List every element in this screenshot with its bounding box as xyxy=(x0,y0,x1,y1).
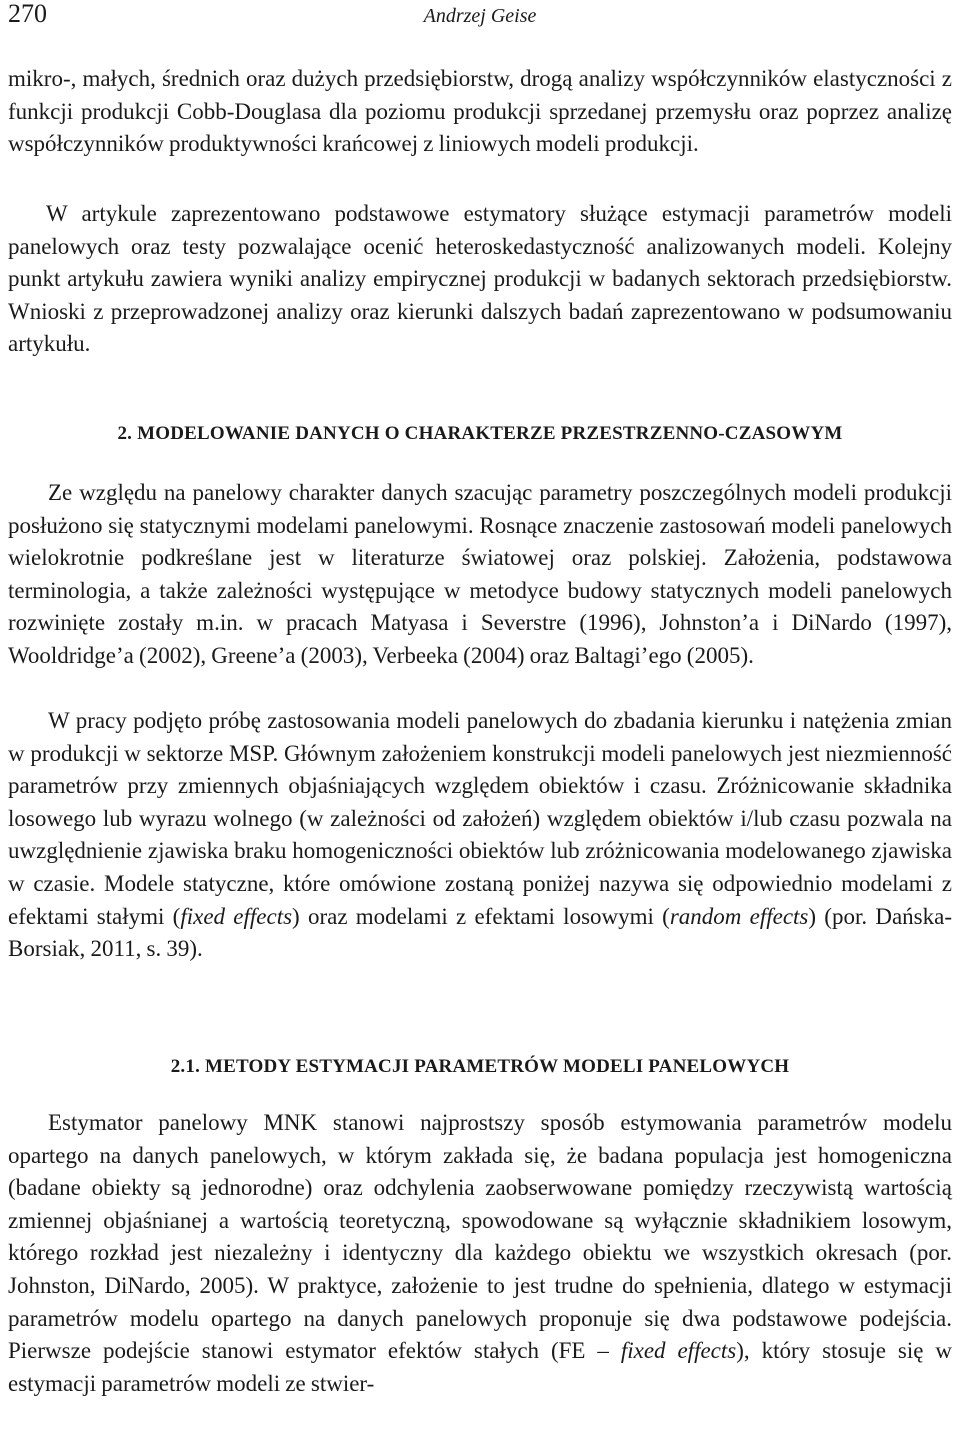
text-run: W pracy podjęto próbę zastosowania modeli panelowych do zbadania kierunku i natężenia zmian w produkcji w sektorze MSP. Głównym założeniem konstrukcji modeli panelowych jest niezmienność parametrów przy zmiennych objaśniających względem obiektów i czasu. Zróżnicowanie składnika losowego lub wyrazu wolnego (w zależności od założeń) względem obiektów i/lub czasu pozwala na uwzględnienie zjawiska braku homogeniczności obiektów lub zróżnicowania modelowanego zjawiska w czasie. Modele statyczne, które omówione zostaną poniżej nazywa się odpowiednio modelami z efektami stałymi ( xyxy=(8,708,952,929)
italic-term-random-effects: random effects xyxy=(669,903,809,929)
text-run: ) (por. Dańska-Borsiak, 2011, s. 39). xyxy=(8,903,952,962)
section-2-1-paragraph-1 xyxy=(8,1107,952,1400)
page-number: 270 xyxy=(8,0,47,28)
italic-term-fixed-effects: fixed effects xyxy=(180,903,293,929)
text-run: ) oraz modelami z efektami losowymi ( xyxy=(292,903,670,929)
intro-paragraph-1: mikro-, małych, średnich oraz dużych przedsiębiorstw, drogą analizy współczynników elastyczności z funkcji produkcji Cobb-Douglasa dla poziomu produkcji sprzedanej przemysłu oraz poprzez analizę współczynników produktywności krańcowej z liniowych modeli produkcji. xyxy=(8,66,952,157)
page-header xyxy=(8,0,952,28)
section-heading-2-1: 2.1. METODY ESTYMACJI PARAMETRÓW MODELI PANELOWYCH xyxy=(170,1056,790,1077)
text-run: ), który stosuje się w estymacji parametrów modeli ze stwier- xyxy=(8,1338,952,1396)
text-run: Estymator panelowy MNK stanowi najprostszy sposób estymowania parametrów modelu opartego na danych panelowych, w którym zakłada się, że badana populacja jest homogeniczna (badane obiekty są jednorodne) oraz odchylenia zaobserwowane pomiędzy rzeczywistą wartością zmiennej objaśnianej a wartością teoretyczną, spowodowane są wyłącznie składnikiem losowym, którego rozkład jest niezależny i identyczny dla każdego obiektu we wszystkich okresach (por. Johnston, DiNardo, 2005). W praktyce, założenie to jest trudne do spełnienia, dlatego w estymacji parametrów modelu opartego na danych panelowych proponuje się dwa podstawowe podejścia. Pierwsze podejście stanowi estymator efektów stałych (FE – xyxy=(8,1110,952,1364)
running-head-author: Andrzej Geise xyxy=(423,5,537,27)
intro-paragraph-2: W artykule zaprezentowano podstawowe estymatory służące estymacji parametrów modeli panelowych oraz testy pozwalające ocenić heteroskedastyczność analizowanych modeli. Kolejny punkt artykułu zawiera wyniki analizy empirycznej produkcji w badanych sektorach przedsiębiorstw. Wnioski z przeprowadzonej analizy oraz kierunki dalszych badań zaprezentowano w podsumowaniu artykułu. xyxy=(8,201,952,357)
section-2-paragraph-1: Ze względu na panelowy charakter danych szacując parametry poszczególnych modeli produkcji posłużono się statycznymi modelami panelowymi. Rosnące znaczenie zastosowań modeli panelowych wielokrotnie podkreślane jest w literaturze światowej oraz polskiej. Założenia, podstawowa terminologia, a także zależności występujące w metodyce budowy statycznych modeli panelowych rozwinięte zostały m.in. w pracach Matyasa i Severstre (1996), Johnston’a i DiNardo (1997), Wooldridge’a (2002), Greene’a (2003), Verbeeka (2004) oraz Baltagi’ego (2005). xyxy=(8,480,952,668)
italic-term-fixed-effects: fixed effects xyxy=(620,1338,737,1364)
section-heading-2: 2. MODELOWANIE DANYCH O CHARAKTERZE PRZESTRZENNO-CZASOWYM xyxy=(117,423,843,444)
section-2-paragraph-2 xyxy=(8,705,952,966)
